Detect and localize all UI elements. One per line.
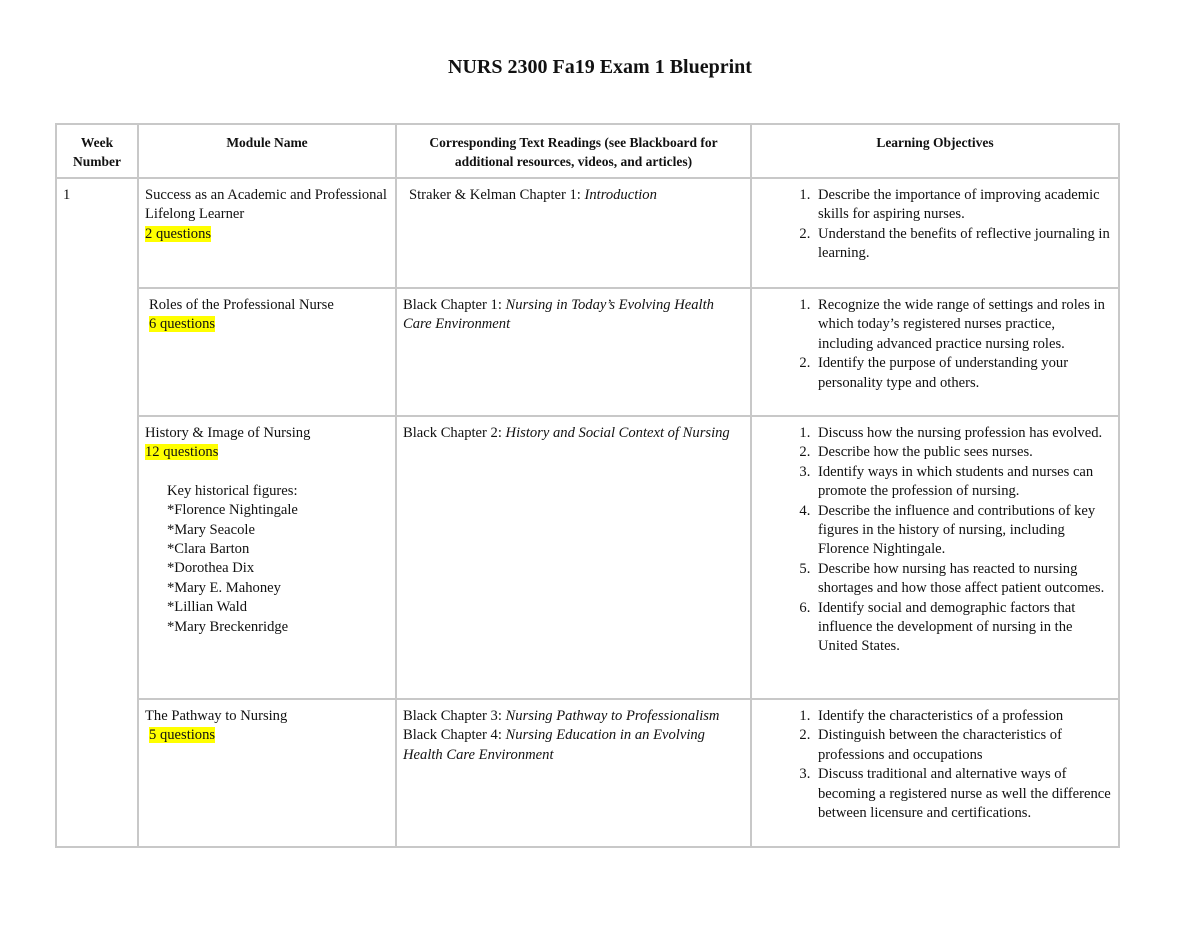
question-count: 2 questions [145,225,212,242]
table-row [56,416,1119,699]
objective-item: 2. Understand the benefits of reflective journaling in learning. [814,225,1112,264]
module-name: Success as an Academic and Professional Lifelong Learner [145,187,387,223]
reading-title: Nursing Pathway to Professionalism [505,708,720,724]
key-figure: *Clara Barton [167,541,250,558]
table-row [56,699,1119,847]
objective-item: 6. Identify social and demographic factors that influence the development of nursing in the United States. [814,599,1112,657]
header-readings: Corresponding Text Readings (see Blackboard for additional resources, videos, and articles) [396,124,751,178]
objectives-cell [751,288,1119,416]
key-figure: *Florence Nightingale [167,502,298,519]
objective-item: 2. Distinguish between the characteristics of professions and occupations [814,726,1112,765]
objective-item: 3. Identify ways in which students and nurses can promote the profession of nursing. [814,463,1112,502]
objective-item: 4. Describe the influence and contributions of key figures in the history of nursing, including Florence Nightingale. [814,502,1112,560]
objective-item: 3. Discuss traditional and alternative ways of becoming a registered nurse as well the difference between licensure and certifications. [814,765,1112,823]
header-week: Week Number [56,124,138,178]
reading-title: Introduction [584,187,657,203]
page-title: NURS 2300 Fa19 Exam 1 Blueprint [448,56,752,78]
objective-item: 2. Describe how the public sees nurses. [814,443,1112,462]
header-objectives: Learning Objectives [751,124,1119,178]
module-cell [138,699,396,847]
objectives-cell [751,416,1119,699]
key-figure: *Dorothea Dix [167,560,255,577]
reading-prefix: Black Chapter 4: [403,727,506,744]
readings-cell [396,288,751,416]
week-number: 1 [63,187,71,203]
readings-cell [396,178,751,288]
readings-cell [396,699,751,847]
objective-item: 2. Identify the purpose of understanding your personality type and others. [814,354,1112,393]
objectives-list [758,186,1112,264]
module-name: The Pathway to Nursing [145,708,288,724]
module-name: Roles of the Professional Nurse [149,297,334,313]
reading-title: Nursing in Today’s Evolving Health Care Environment [403,297,714,333]
header-module: Module Name [138,124,396,178]
objective-item: 5. Describe how nursing has reacted to nursing shortages and how those affect patient outcomes. [814,560,1112,599]
reading-prefix: Black Chapter 2: [403,425,506,441]
key-figure: *Lillian Wald [167,599,248,616]
objective-item: 1. Describe the importance of improving academic skills for aspiring nurses. [814,186,1112,225]
reading-prefix: Black Chapter 1: [403,297,506,313]
objective-item: 1. Recognize the wide range of settings and roles in which today’s registered nurses practice, including advanced practice nursing roles. [814,296,1112,354]
table-row [56,178,1119,288]
objectives-cell [751,178,1119,288]
key-figure: *Mary Seacole [167,521,255,538]
module-cell [138,288,396,416]
objectives-list [758,424,1112,657]
objectives-cell [751,699,1119,847]
reading-title: History and Social Context of Nursing [505,425,730,441]
objectives-list [758,296,1112,393]
objective-item: 1. Discuss how the nursing profession has evolved. [814,424,1112,443]
key-figures-heading: Key historical figures: [167,482,298,499]
header-row [56,124,1119,178]
key-figure: *Mary Breckenridge [167,618,289,635]
question-count: 6 questions [149,316,216,333]
module-cell [138,416,396,699]
objective-item: 1. Identify the characteristics of a profession [814,707,1112,726]
week-cell [56,178,138,847]
blueprint-table [55,123,1120,848]
key-figure: *Mary E. Mahoney [167,579,281,596]
module-name: History & Image of Nursing [145,425,311,441]
reading-prefix: Black Chapter 3: [403,708,506,724]
reading-title: Nursing Education in an Evolving Health Care Environment [403,727,705,763]
question-count: 5 questions [149,727,216,744]
table-row [56,288,1119,416]
key-figures [145,482,389,637]
question-count: 12 questions [145,444,219,461]
readings-cell [396,416,751,699]
reading-prefix: Straker & Kelman Chapter 1: [409,187,585,203]
objectives-list [758,707,1112,823]
module-cell [138,178,396,288]
